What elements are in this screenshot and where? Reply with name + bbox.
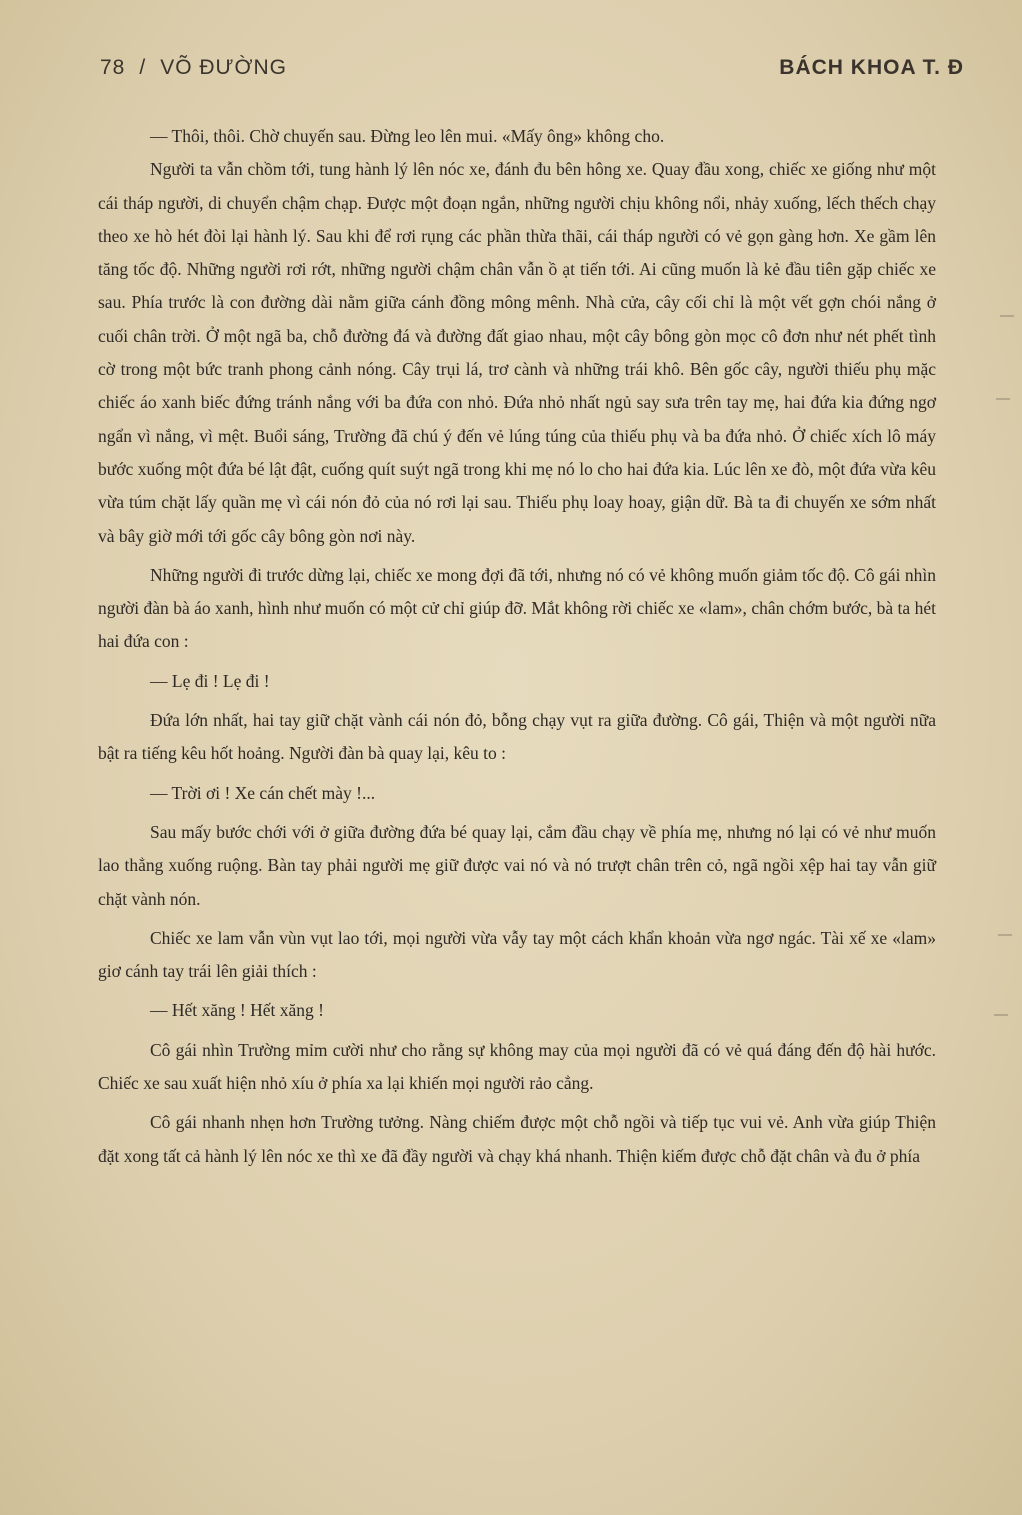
running-header <box>100 56 964 90</box>
paragraph-9: — Hết xăng ! Hết xăng ! <box>150 1000 324 1021</box>
body-text <box>98 120 936 1173</box>
paragraph-4: — Lẹ đi ! Lẹ đi ! <box>150 670 270 691</box>
page-number: 78 <box>100 56 126 79</box>
paragraph-8: Chiếc xe lam vẫn vùn vụt lao tới, mọi người vừa vẫy tay một cách khẩn khoản vừa ngơ ngác. Tài xế xe «lam» giơ cánh tay trái lên giải thích : <box>98 927 936 982</box>
paragraph-11: Cô gái nhanh nhẹn hơn Trường tưởng. Nàng chiếm được một chỗ ngồi và tiếp tục vui vẻ. Anh vừa giúp Thiện đặt xong tất cả hành lý lên nóc xe thì xe đã đầy người và chạy khá nhanh. Thiện kiếm được chỗ đặt chân và đu ở phía <box>98 1112 936 1166</box>
paragraph-3: Những người đi trước dừng lại, chiếc xe mong đợi đã tới, nhưng nó có vẻ không muốn giảm tốc độ. Cô gái nhìn người đàn bà áo xanh, hình như muốn có một cử chỉ giúp đỡ. Mắt không rời chiếc xe «lam», chân chớm bước, bà ta hét hai đứa con : <box>98 564 936 652</box>
margin-mark <box>1000 315 1014 323</box>
paragraph-2: Người ta vẫn chồm tới, tung hành lý lên nóc xe, đánh đu bên hông xe. Quay đầu xong, chiếc xe giống như một cái tháp người, di chuyển chậm chạp. Được một đoạn ngắn, những người chịu không nổi, nhảy xuống, lếch thếch chạy theo xe hò hét đòi lại hành lý. Sau khi để rơi rụng các phần thừa thãi, cái tháp người có vẻ gọn gàng hơn. Xe gầm lên tăng tốc độ. Những người rơi rớt, những người chậm chân vẫn ồ ạt tiến tới. Ai cũng muốn là kẻ đầu tiên gặp chiếc xe sau. Phía trước là con đường dài nằm giữa cánh đồng mông mênh. Nhà cửa, cây cối chỉ là một vết gợn chói nắng ở cuối chân trời. Ở một ngã ba, chỗ đường đá và đường đất giao nhau, một cây bông gòn mọc cô đơn như nét phết tình cờ trong một bức tranh phong cảnh nóng. Cây trụi lá, trơ cành và những trái khô. Bên gốc cây, người thiếu phụ mặc chiếc áo xanh biếc đứng tránh nắng với ba đứa con nhỏ. Đứa nhỏ nhất ngủ say sưa trên tay mẹ, hai đứa kia đứng ngơ ngẩn vì nắng, vì mệt. Buổi sáng, Trường đã chú ý đến vẻ lúng túng của thiếu phụ và ba đứa nhỏ. Ở chiếc xích lô máy bước xuống một đứa bé lật đật, cuống quít suýt ngã trong khi mẹ nó lo cho hai đứa kia. Lúc lên xe đò, một đứa vừa kêu vừa túm chặt lấy quần mẹ vì cái nón đỏ của nó rơi lại sau. Thiếu phụ loay hoay, giận dữ. Bà ta đi chuyến xe sớm nhất và bây giờ mới tới gốc cây bông gòn nơi này. <box>98 159 936 546</box>
publication-title: BÁCH KHOA T. Đ <box>779 56 964 79</box>
paragraph-7: Sau mấy bước chới với ở giữa đường đứa bé quay lại, cắm đầu chạy về phía mẹ, nhưng nó lại có vẻ như muốn lao thẳng xuống ruộng. Bàn tay phải người mẹ giữ được vai nó và nó trượt chân trên cỏ, ngã ngồi xệp hai tay vẫn giữ chặt vành nón. <box>98 821 936 909</box>
margin-mark <box>998 934 1012 942</box>
margin-mark <box>996 398 1010 406</box>
margin-mark <box>994 1014 1008 1022</box>
paragraph-10: Cô gái nhìn Trường mỉm cười như cho rằng sự không may của mọi người đã có vẻ quá đáng đến độ hài hước. Chiếc xe sau xuất hiện nhỏ xíu ở phía xa lại khiến mọi người rảo cẳng. <box>98 1039 936 1094</box>
paragraph-1: — Thôi, thôi. Chờ chuyến sau. Đừng leo lên mui. «Mấy ông» không cho. <box>150 126 665 146</box>
header-left <box>100 56 287 80</box>
author-name: VÕ ĐƯỜNG <box>160 56 287 79</box>
header-separator: / <box>139 56 147 79</box>
paragraph-6: — Trời ơi ! Xe cán chết mày !... <box>150 782 376 803</box>
paragraph-5: Đứa lớn nhất, hai tay giữ chặt vành cái nón đỏ, bỗng chạy vụt ra giữa đường. Cô gái, Thiện và một người nữa bật ra tiếng kêu hốt hoảng. Người đàn bà quay lại, kêu to : <box>98 710 936 764</box>
